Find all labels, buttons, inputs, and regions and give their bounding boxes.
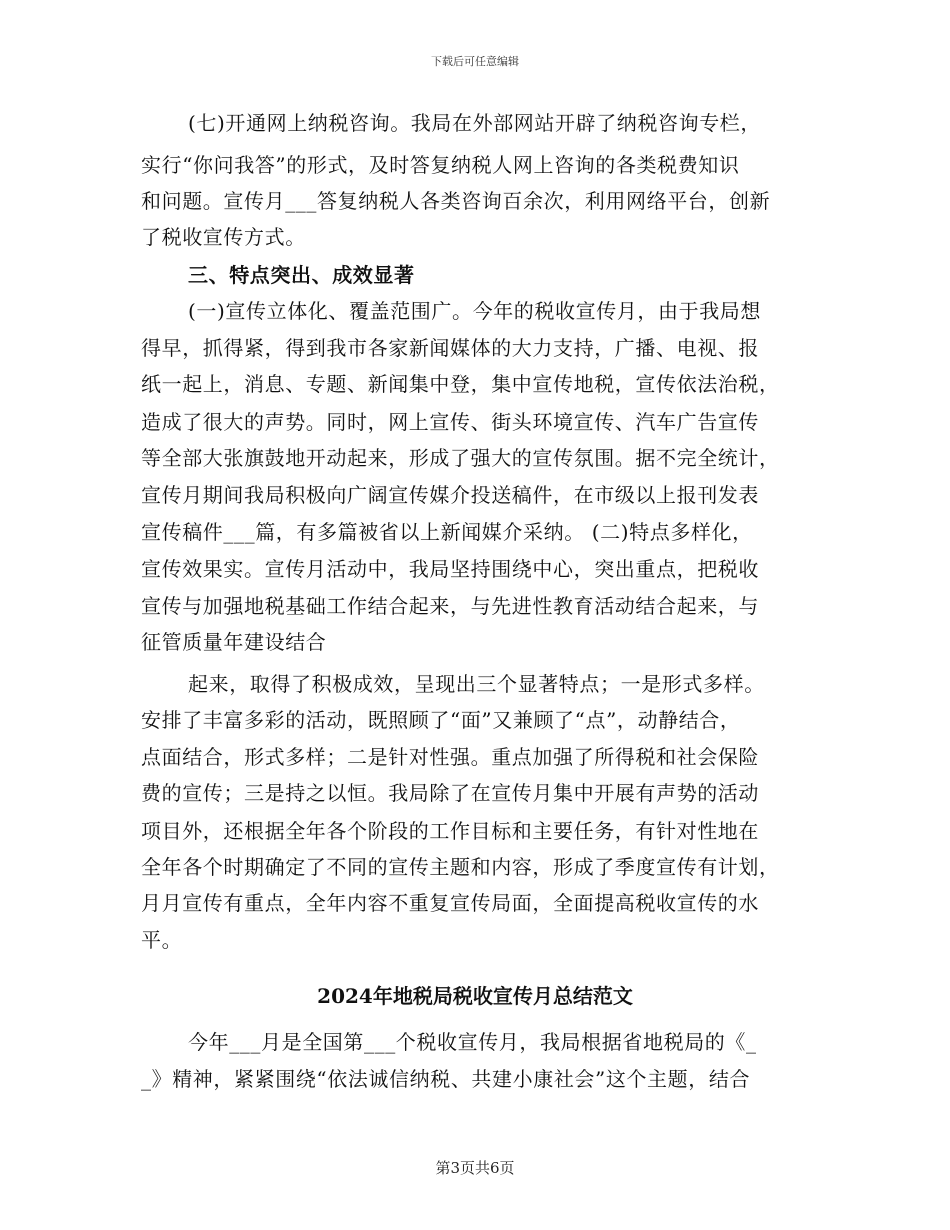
body-line: 等全部大张旗鼓地开动起来，形成了强大的宣传氛围。据不完全统计，	[141, 446, 780, 470]
section-heading: 三、特点突出、成效显著	[188, 263, 415, 287]
body-line: 今年___月是全国第___个税收宣传月，我局根据省地税局的《_	[188, 1030, 757, 1054]
section-title: 2024年地税局税收宣传月总结范文	[317, 984, 633, 1008]
body-line: 月月宣传有重点，全年内容不重复宣传局面，全面提高税收宣传的水	[141, 891, 759, 915]
body-line: (七)开通网上纳税咨询。我局在外部网站开辟了纳税咨询专栏，	[188, 111, 762, 135]
body-line: 宣传月期间我局积极向广阔宣传媒介投送稿件，在市级以上报刊发表	[141, 483, 759, 507]
body-line: 了税收宣传方式。	[141, 225, 306, 249]
page-header: 下载后可任意编辑	[431, 55, 519, 68]
body-line: 征管质量年建设结合	[141, 630, 327, 654]
body-line: 得早，抓得紧，得到我市各家新闻媒体的大力支持，广播、电视、报	[141, 336, 759, 360]
body-line: 宣传效果实。宣传月活动中，我局坚持围绕中心，突出重点，把税收	[141, 557, 759, 581]
body-line: 安排了丰富多彩的活动，既照顾了“面”又兼顾了“点”，动静结合，	[141, 708, 741, 732]
body-line: 宣传稿件___篇，有多篇被省以上新闻媒介采纳。 (二)特点多样化，	[141, 520, 753, 544]
body-line: 点面结合，形式多样；二是针对性强。重点加强了所得税和社会保险	[141, 745, 759, 769]
body-line: 全年各个时期确定了不同的宣传主题和内容，形成了季度宣传有计划，	[141, 855, 780, 879]
body-line: 平。	[141, 928, 183, 952]
page-footer: 第3页共6页	[435, 1159, 515, 1177]
body-line: 宣传与加强地税基础工作结合起来，与先进性教育活动结合起来，与	[141, 594, 759, 618]
body-line: 和问题。宣传月___答复纳税人各类咨询百余次，利用网络平台，创新	[141, 189, 771, 213]
body-line: 项目外，还根据全年各个阶段的工作目标和主要任务，有针对性地在	[141, 819, 759, 843]
body-line: 起来，取得了积极成效，呈现出三个显著特点；一是形式多样。	[188, 672, 765, 696]
body-line: 纸一起上，消息、专题、新闻集中登，集中宣传地税，宣传依法治税，	[141, 372, 780, 396]
body-line: (一)宣传立体化、覆盖范围广。今年的税收宣传月，由于我局想	[188, 299, 762, 323]
body-line: _》精神，紧紧围绕“依法诚信纳税、共建小康社会”这个主题，结合	[141, 1067, 751, 1091]
body-line: 造成了很大的声势。同时，网上宣传、街头环境宣传、汽车广告宣传	[141, 410, 759, 434]
body-line: 实行“你问我答”的形式，及时答复纳税人网上咨询的各类税费知识	[141, 153, 740, 177]
body-line: 费的宣传；三是持之以恒。我局除了在宣传月集中开展有声势的活动	[141, 781, 759, 805]
